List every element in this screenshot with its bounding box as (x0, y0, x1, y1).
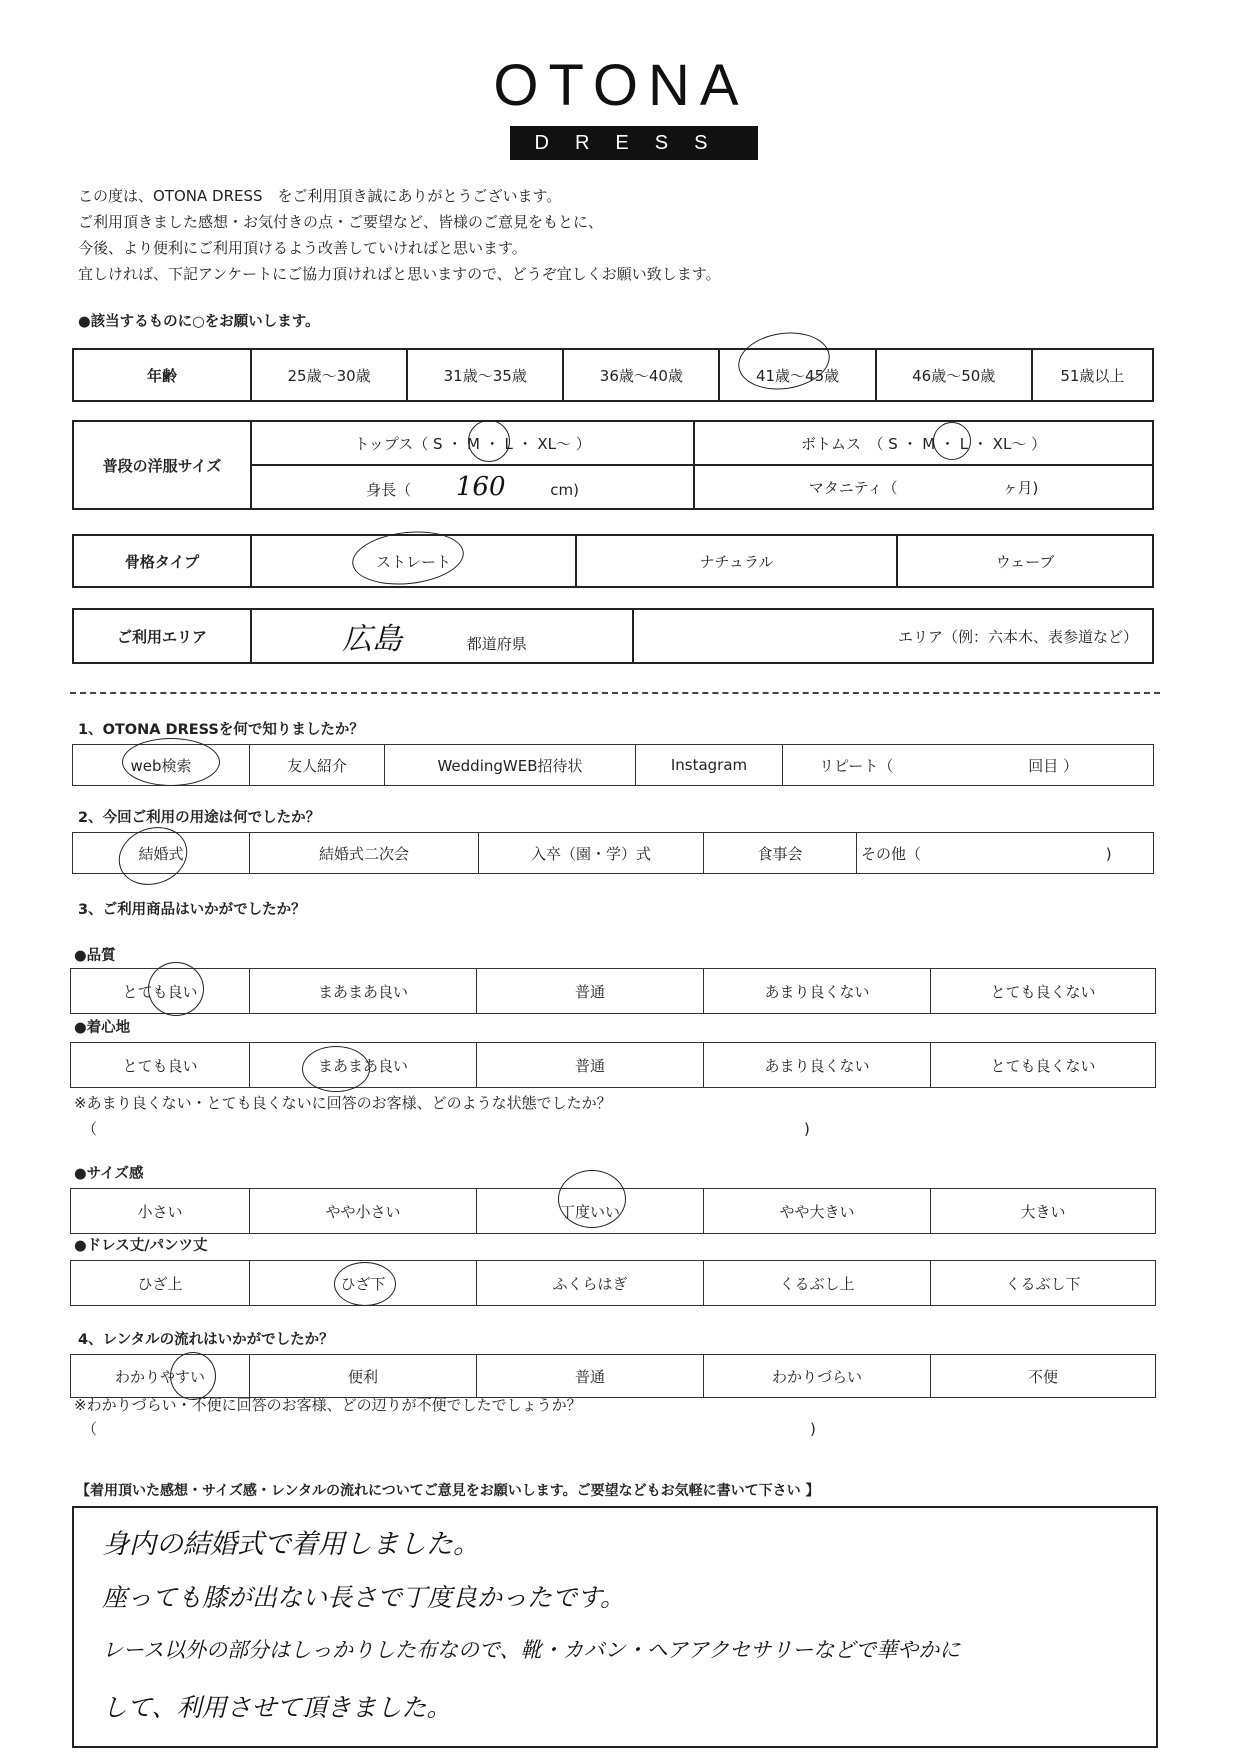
fit-label: ●サイズ感 (74, 1166, 144, 1182)
age-option[interactable]: 46歳～50歳 (876, 349, 1032, 401)
repeat-label: リピート（ (819, 756, 894, 775)
intro-line: ご利用頂きました感想・お気付きの点・ご要望など、皆様のご意見をもとに、 (78, 213, 604, 231)
q2-other[interactable] (857, 833, 1154, 874)
comfort-option[interactable]: あまり良くない (704, 1043, 931, 1088)
q3-title: 3、ご利用商品はいかがでしたか？ (78, 902, 306, 918)
intro-text (78, 183, 721, 287)
q4-option[interactable]: 不便 (931, 1355, 1156, 1398)
quality-label: ●品質 (74, 948, 116, 964)
q2-table (72, 832, 1154, 874)
age-label: 年齢 (73, 349, 251, 401)
height-prefix: 身長（ (366, 481, 412, 499)
length-table (70, 1260, 1156, 1306)
q1-title: 1、OTONA DRESSを何で知りましたか？ (78, 722, 364, 738)
brand-logo-sub: DRESS (510, 126, 758, 160)
comfort-option[interactable]: 普通 (477, 1043, 704, 1088)
fit-table (70, 1188, 1156, 1234)
length-option[interactable]: ふくらはぎ (477, 1261, 704, 1306)
comment-line: 身内の結婚式で着用しました。 (102, 1529, 480, 1560)
skeleton-option[interactable]: ストレート (251, 535, 576, 587)
quality-option[interactable]: あまり良くない (704, 969, 931, 1014)
comment-line: して、利用させて頂きました。 (102, 1693, 452, 1722)
area-label: ご利用エリア (73, 609, 251, 663)
quality-table (70, 968, 1156, 1014)
q1-option[interactable]: Instagram (636, 745, 783, 786)
tops-size[interactable]: トップス（ S ・ M ・ L ・ XL～ ） (251, 421, 694, 465)
quality-option[interactable]: とても良い (71, 969, 250, 1014)
size-label: 普段の洋服サイズ (73, 421, 251, 509)
size-table (72, 420, 1154, 510)
q1-option[interactable]: 友人紹介 (250, 745, 385, 786)
height-value: 160 (455, 472, 506, 502)
comment-line: 座っても膝が出ない長さで丁度良かったです。 (102, 1583, 626, 1612)
height-suffix: cm) (550, 481, 579, 499)
q4-option[interactable]: 便利 (250, 1355, 477, 1398)
height-field[interactable] (251, 465, 694, 509)
comment-box[interactable] (72, 1506, 1158, 1748)
comment-line: レース以外の部分はしっかりした布なので、靴・カバン・ヘアアクセサリーなどで華やかに (102, 1638, 961, 1662)
comfort-label: ●着心地 (74, 1020, 131, 1036)
fit-option[interactable]: 小さい (71, 1189, 250, 1234)
q4-table (70, 1354, 1156, 1398)
paren-close: ) (804, 1120, 810, 1138)
comment-heading: 【着用頂いた感想・サイズ感・レンタルの流れについてご意見をお願いします。ご要望などもお気軽に書いて下さい 】 (76, 1483, 820, 1499)
skeleton-label: 骨格タイプ (73, 535, 251, 587)
q4-option[interactable]: 普通 (477, 1355, 704, 1398)
q4-option[interactable]: わかりづらい (704, 1355, 931, 1398)
length-option[interactable]: くるぶし下 (931, 1261, 1156, 1306)
bottoms-size[interactable]: ボトムス （ S ・ M ・ L ・ XL～ ） (694, 421, 1153, 465)
fit-option[interactable]: やや小さい (250, 1189, 477, 1234)
skeleton-option[interactable]: ナチュラル (576, 535, 897, 587)
area-hint[interactable]: エリア（例：六本木、表参道など） (633, 609, 1153, 663)
bad-note: ※あまり良くない・とても良くないに回答のお客様、どのような状態でしたか？ (74, 1094, 612, 1112)
length-option[interactable]: ひざ下 (250, 1261, 477, 1306)
section-divider (70, 692, 1160, 694)
age-option[interactable]: 31歳～35歳 (407, 349, 563, 401)
skeleton-option[interactable]: ウェーブ (897, 535, 1153, 587)
q1-table (72, 744, 1154, 786)
quality-option[interactable]: 普通 (477, 969, 704, 1014)
fit-option[interactable]: やや大きい (704, 1189, 931, 1234)
q4-option[interactable]: わかりやすい (71, 1355, 250, 1398)
repeat-count: 回目 ） (1028, 756, 1078, 775)
hard-note: ※わかりづらい・不便に回答のお客様、どの辺りが不便でしたでしょうか？ (74, 1396, 582, 1414)
age-table (72, 348, 1154, 402)
skeleton-table (72, 534, 1154, 588)
age-option[interactable]: 41歳～45歳 (719, 349, 875, 401)
fit-option[interactable]: 大きい (931, 1189, 1156, 1234)
length-option[interactable]: ひざ上 (71, 1261, 250, 1306)
paren-open: （ (82, 1120, 98, 1138)
paren-open: （ (82, 1420, 98, 1438)
quality-option[interactable]: とても良くない (931, 969, 1156, 1014)
q1-repeat[interactable] (783, 745, 1154, 786)
fit-option[interactable]: 丁度いい (477, 1189, 704, 1234)
comfort-option[interactable]: とても良い (71, 1043, 250, 1088)
q2-title: 2、今回ご利用の用途は何でしたか？ (78, 810, 321, 826)
comfort-table (70, 1042, 1156, 1088)
paren-close: ) (810, 1420, 816, 1438)
comfort-option[interactable]: とても良くない (931, 1043, 1156, 1088)
q2-option[interactable]: 結婚式 (73, 833, 250, 874)
area-table (72, 608, 1154, 664)
q1-option[interactable]: web検索 (73, 745, 250, 786)
q2-option[interactable]: 入卒（園・学）式 (479, 833, 704, 874)
comfort-option[interactable]: まあまあ良い (250, 1043, 477, 1088)
other-label: その他（ (861, 844, 922, 863)
age-option[interactable]: 25歳～30歳 (251, 349, 407, 401)
q2-option[interactable]: 結婚式二次会 (250, 833, 479, 874)
instruction: ●該当するものに○をお願いします。 (78, 314, 320, 330)
intro-line: この度は、OTONA DRESS をご利用頂き誠にありがとうございます。 (78, 187, 562, 205)
prefecture-field[interactable] (251, 609, 633, 663)
prefecture-label: 都道府県 (466, 635, 527, 653)
age-option[interactable]: 51歳以上 (1032, 349, 1153, 401)
area-handwritten: 広島 (342, 622, 402, 657)
quality-option[interactable]: まあまあ良い (250, 969, 477, 1014)
intro-line: 宜しければ、下記アンケートにご協力頂ければと思いますので、どうぞ宜しくお願い致します。 (78, 265, 721, 283)
q4-title: 4、レンタルの流れはいかがでしたか？ (78, 1332, 334, 1348)
intro-line: 今後、より便利にご利用頂けるよう改善していければと思います。 (78, 239, 527, 257)
q1-option[interactable]: WeddingWEB招待状 (385, 745, 636, 786)
other-close: ) (1105, 844, 1112, 863)
brand-logo-text: OTONA (493, 53, 749, 118)
age-option[interactable]: 36歳～40歳 (563, 349, 719, 401)
length-option[interactable]: くるぶし上 (704, 1261, 931, 1306)
q2-option[interactable]: 食事会 (704, 833, 857, 874)
length-label: ●ドレス丈/パンツ丈 (74, 1238, 208, 1254)
maternity-field[interactable]: マタニティ（ ヶ月) (694, 465, 1153, 509)
